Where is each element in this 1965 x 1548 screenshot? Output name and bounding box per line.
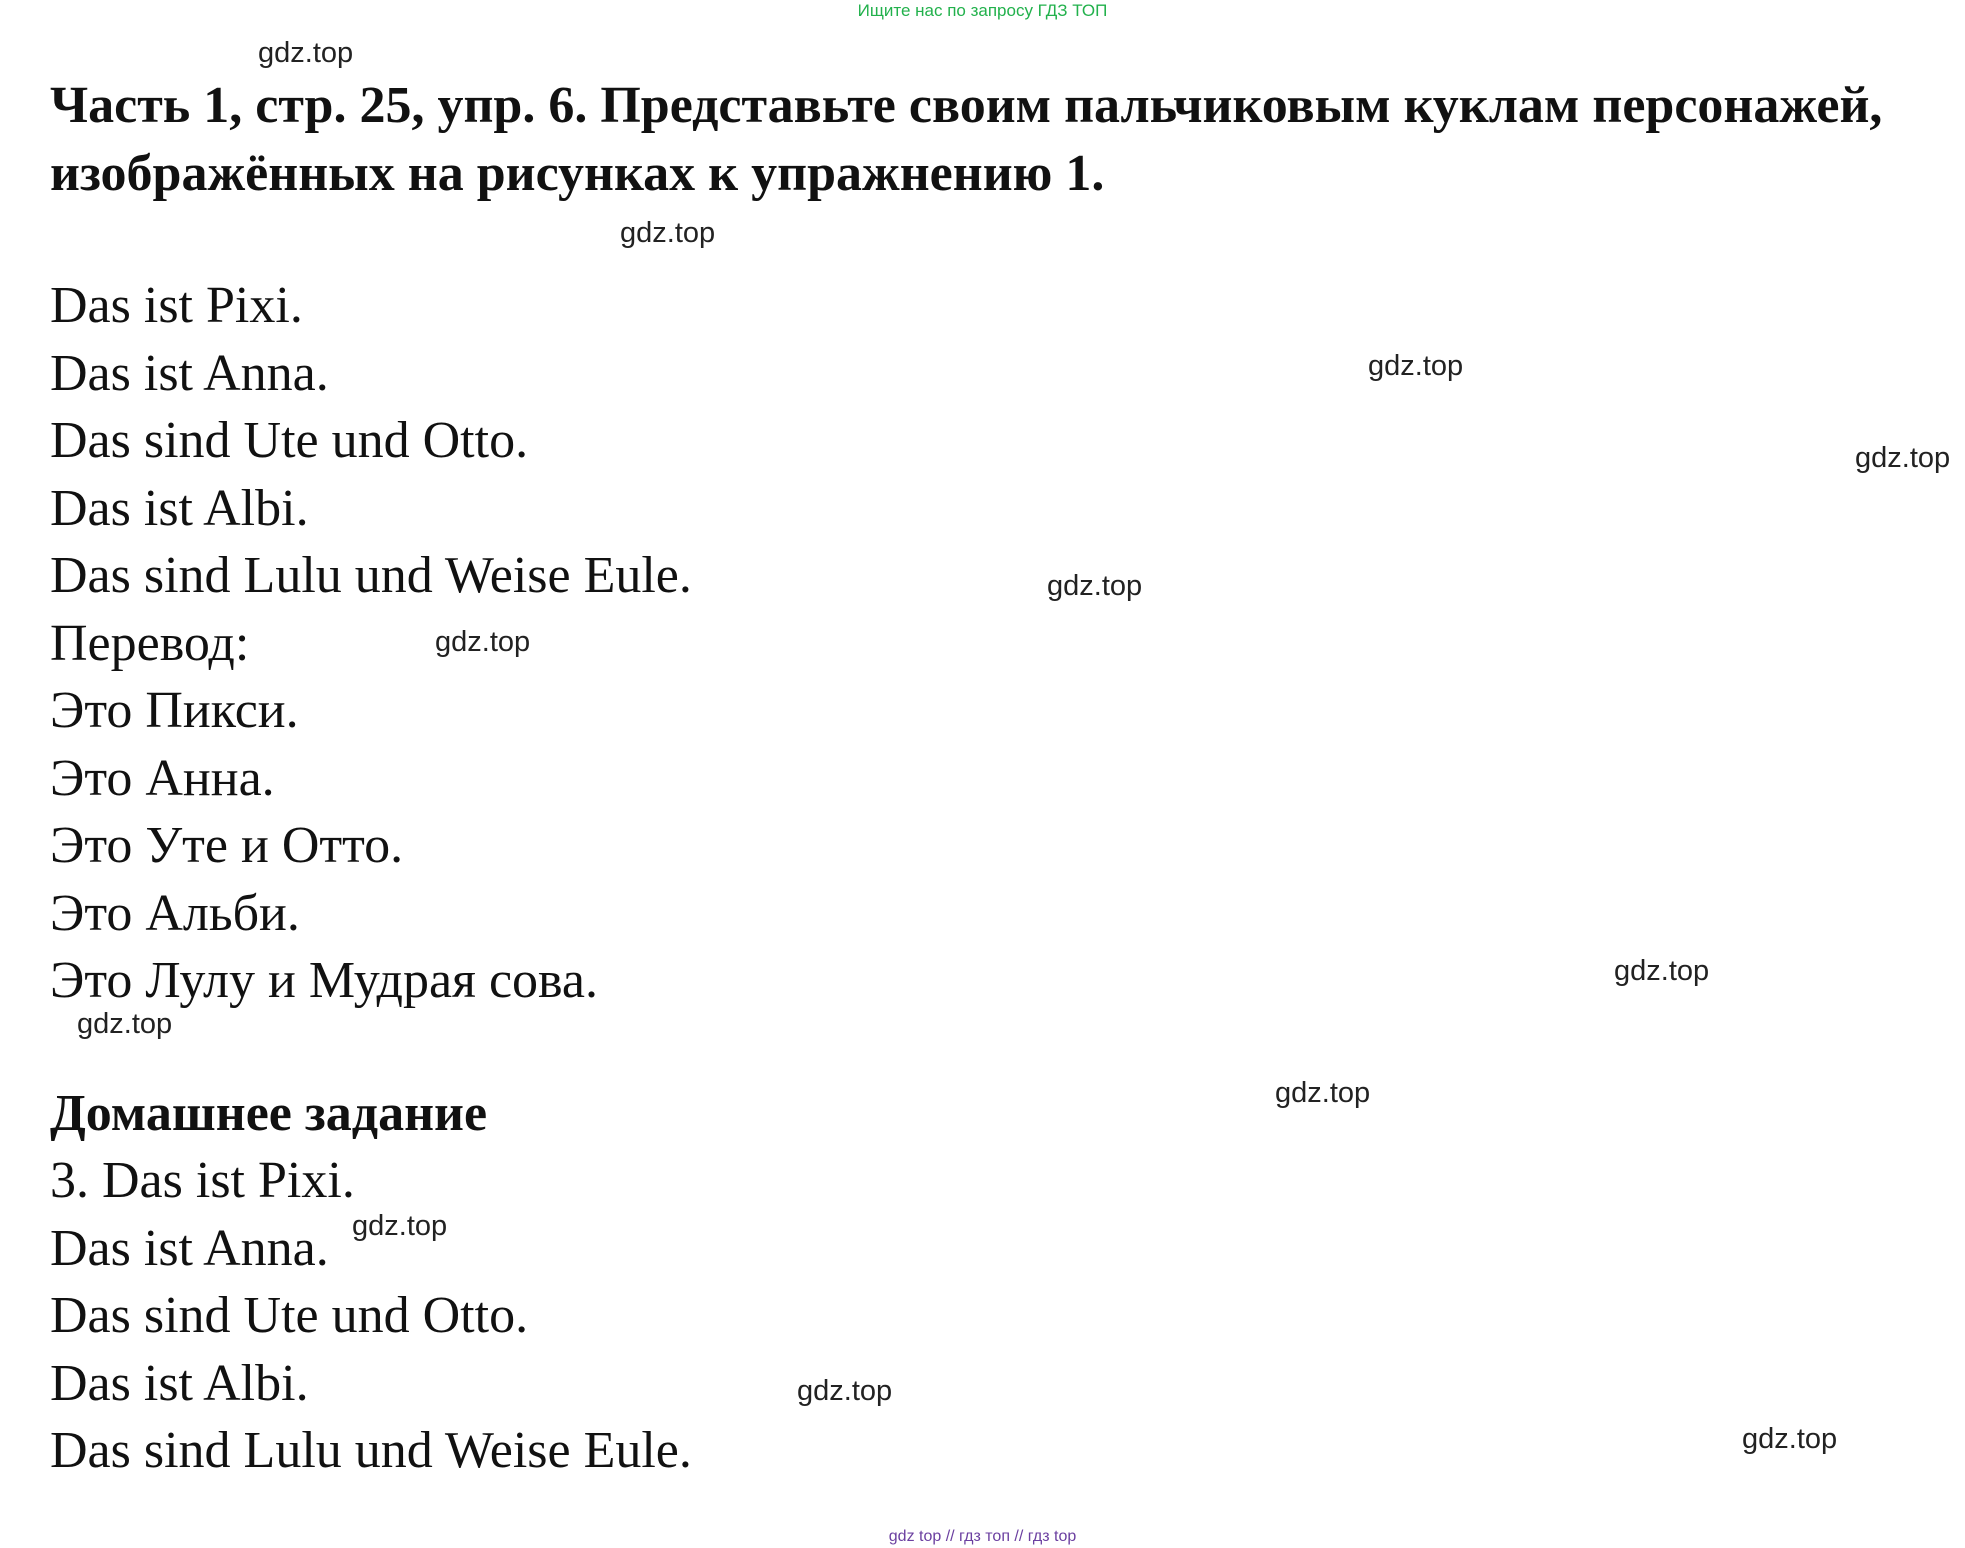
watermark: gdz.top [1855,442,1951,474]
watermark: gdz.top [352,1210,448,1242]
watermark: gdz.top [435,626,531,658]
watermark: gdz.top [258,37,354,69]
answer-line: Das sind Ute und Otto. [50,412,529,469]
homework-line: Das sind Ute und Otto. [50,1287,529,1344]
homework-line: Das ist Anna. [50,1219,329,1277]
watermark: gdz.top [1275,1077,1371,1109]
homework-heading: Домашнее задание [50,1085,488,1142]
watermark: gdz.top [77,1008,173,1040]
watermark: gdz.top [1047,570,1143,602]
translation-line: Это Пикси. [50,682,299,739]
translation-line: Это Анна. [50,749,275,807]
watermark: gdz.top [797,1375,893,1407]
answer-line: Das ist Anna. [50,344,329,402]
answer-line: Das ist Albi. [50,479,309,537]
answer-line: Das ist Pixi. [50,277,303,334]
homework-line: Das sind Lulu und Weise Eule. [50,1422,692,1479]
homework-list [50,1147,692,1485]
translation-line: Это Уте и Отто. [50,817,404,874]
homework-line: Das ist Albi. [50,1354,309,1412]
translation-line: Это Альби. [50,884,300,942]
top-banner-link[interactable]: Ищите нас по запросу ГДЗ ТОП [857,1,1108,20]
footer-links[interactable]: gdz top // гдз топ // гдз top [888,1528,1077,1545]
homework-line: 3. Das ist Pixi. [50,1152,355,1209]
answer-line: Das sind Lulu und Weise Eule. [50,547,692,604]
exercise-title: Часть 1, стр. 25, упр. 6. Представьте своим пальчиковым куклам персонажей, изображённых на рисунках к упражнению 1. [50,77,1883,202]
translation-label: Перевод: [50,614,250,672]
watermark: gdz.top [1614,955,1710,987]
watermark: gdz.top [620,217,716,249]
translation-line: Это Лулу и Мудрая сова. [50,952,598,1009]
watermark: gdz.top [1368,350,1464,382]
answer-list [50,272,692,1015]
watermark: gdz.top [1742,1423,1838,1455]
